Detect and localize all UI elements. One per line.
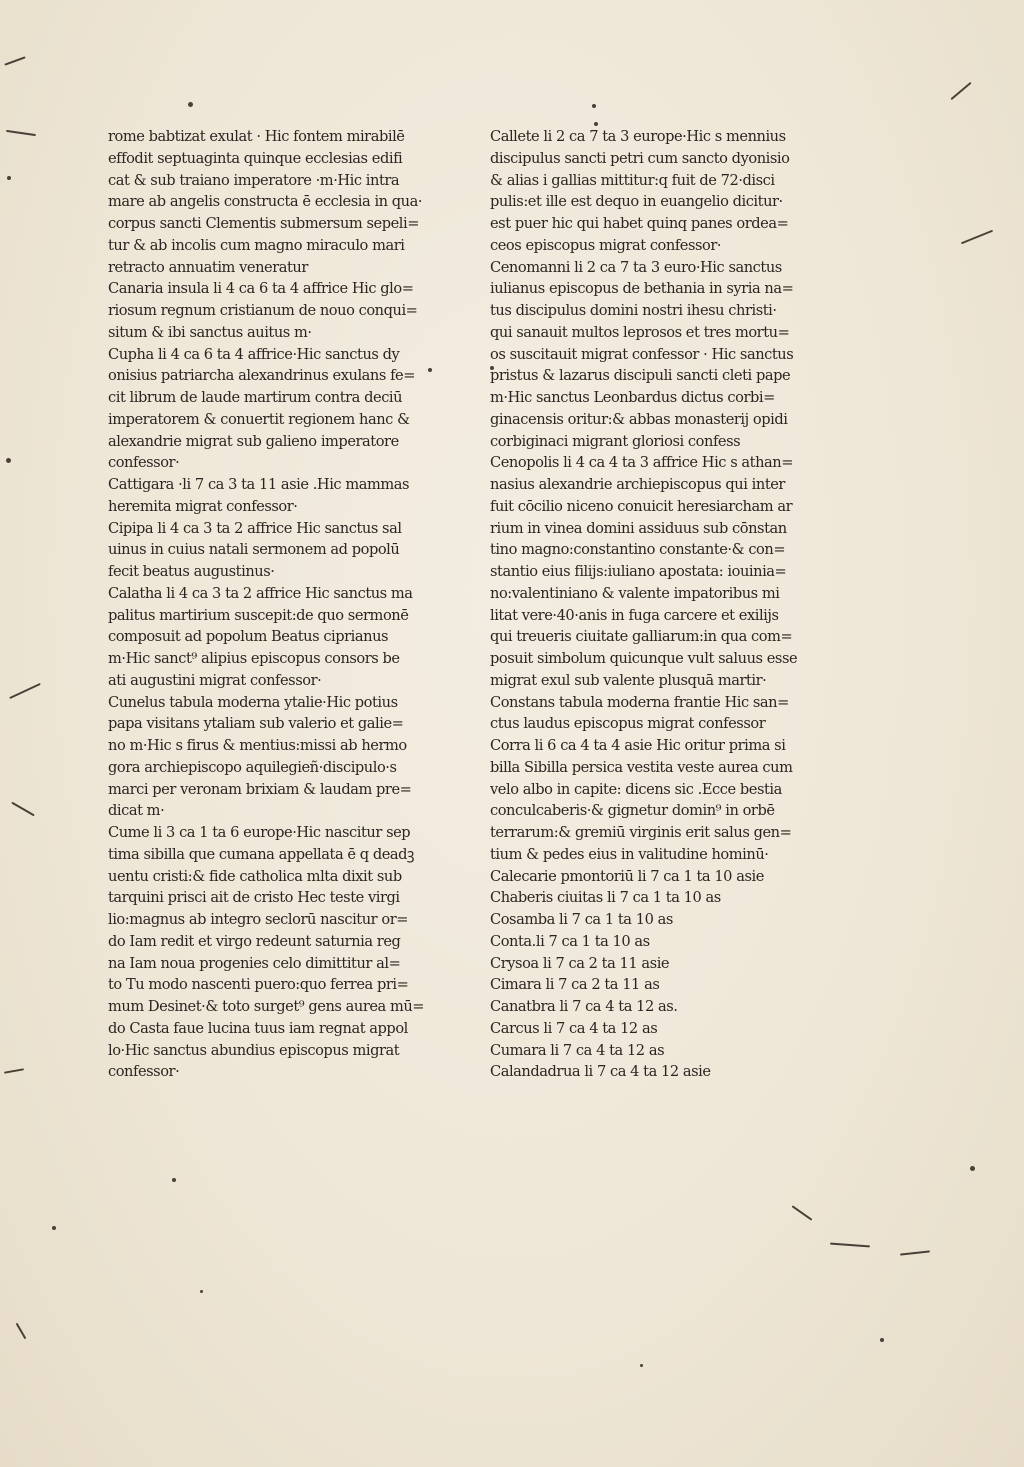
text-line: fecit beatus augustinus· bbox=[108, 563, 275, 580]
text-line: Canatbra li 7 ca 4 ta 12 as. bbox=[490, 998, 678, 1015]
text-line: terrarum:& gremiū virginis erit salus gen= bbox=[490, 824, 792, 841]
text-line: Cunelus tabula moderna ytalie·Hic potius bbox=[108, 693, 398, 711]
text-line: do Casta faue lucina tuus iam regnat appol bbox=[108, 1019, 408, 1037]
text-line: tur & ab incolis cum magno miraculo mari bbox=[108, 236, 405, 254]
text-line: mare ab angelis constructa ē ecclesia in qua· bbox=[108, 193, 423, 211]
right-text-column bbox=[490, 126, 830, 1083]
text-line: riosum regnum cristianum de nouo conqui= bbox=[108, 302, 418, 319]
text-line: qui treueris ciuitate galliarum:in qua com= bbox=[490, 628, 793, 646]
text-line: Cimara li 7 ca 2 ta 11 as bbox=[490, 976, 660, 994]
text-line: migrat exul sub valente plusquā martir· bbox=[490, 671, 767, 689]
text-line: papa visitans ytaliam sub valerio et galie= bbox=[108, 715, 404, 733]
text-line: cat & sub traiano imperatore ·m·Hic intra bbox=[108, 171, 400, 189]
text-line: gora archiepiscopo aquilegieñ·discipulo·s bbox=[108, 758, 397, 776]
text-line: Cupha li 4 ca 6 ta 4 affrice·Hic sanctus dy bbox=[108, 345, 400, 363]
text-line: m·Hic sanctus Leonbardus dictus corbi= bbox=[490, 389, 775, 406]
text-line: & alias i gallias mittitur:q fuit de 72·disci bbox=[490, 171, 775, 189]
text-line: tarquini prisci ait de cristo Hec teste virgi bbox=[108, 889, 400, 907]
text-line: Crysoa li 7 ca 2 ta 11 asie bbox=[490, 954, 670, 972]
text-line: Cumara li 7 ca 4 ta 12 as bbox=[490, 1041, 665, 1059]
text-line: qui sanauit multos leprosos et tres mortu= bbox=[490, 323, 790, 341]
text-line: m·Hic sanct⁹ alipius episcopus consors be bbox=[108, 650, 400, 667]
text-line: conculcaberis·& gignetur domin⁹ in orbē bbox=[490, 802, 775, 820]
text-line: alexandrie migrat sub galieno imperatore bbox=[108, 432, 399, 450]
text-line: billa Sibilla persica vestita veste aurea cum bbox=[490, 758, 793, 776]
text-line: no:valentiniano & valente impatoribus mi bbox=[490, 584, 780, 602]
text-line: Calecarie pmontoriū li 7 ca 1 ta 10 asie bbox=[490, 867, 764, 885]
text-line: ginacensis oritur:& abbas monasterij opidi bbox=[490, 410, 788, 428]
text-line: corpus sancti Clementis submersum sepeli= bbox=[108, 215, 420, 232]
text-line: Conta.li 7 ca 1 ta 10 as bbox=[490, 932, 650, 950]
text-line: do Iam redit et virgo redeunt saturnia reg bbox=[108, 932, 401, 950]
text-line: dicat m· bbox=[108, 802, 165, 820]
text-line: uentu cristi:& fide catholica mlta dixit sub bbox=[108, 867, 402, 885]
text-line: Carcus li 7 ca 4 ta 12 as bbox=[490, 1019, 658, 1037]
text-line: rome babtizat exulat · Hic fontem mirabilē bbox=[108, 128, 405, 145]
text-line: cit librum de laude martirum contra deciū bbox=[108, 389, 403, 406]
text-line: Cipipa li 4 ca 3 ta 2 affrice Hic sanctus sal bbox=[108, 519, 402, 537]
text-line: Cosamba li 7 ca 1 ta 10 as bbox=[490, 911, 673, 928]
text-line: fuit cōcilio niceno conuicit heresiarcham ar bbox=[490, 497, 793, 515]
text-line: Cenomanni li 2 ca 7 ta 3 euro·Hic sanctus bbox=[490, 258, 782, 276]
text-line: Cenopolis li 4 ca 4 ta 3 affrice Hic s athan= bbox=[490, 454, 794, 472]
text-line: mum Desinet·& toto surget⁹ gens aurea mū= bbox=[108, 998, 425, 1015]
text-line: confessor· bbox=[108, 454, 180, 472]
text-line: pristus & lazarus discipuli sancti cleti pape bbox=[490, 367, 791, 385]
text-line: nasius alexandrie archiepiscopus qui inter bbox=[490, 476, 785, 493]
text-line: discipulus sancti petri cum sancto dyonisio bbox=[490, 149, 790, 167]
text-line: lio:magnus ab integro seclorū nascitur or= bbox=[108, 911, 409, 928]
text-line: heremita migrat confessor· bbox=[108, 497, 298, 515]
left-text-column bbox=[108, 126, 468, 1083]
text-line: tus discipulus domini nostri ihesu christi· bbox=[490, 302, 777, 319]
text-line: marci per veronam brixiam & laudam pre= bbox=[108, 780, 412, 798]
text-line: Cattigara ·li 7 ca 3 ta 11 asie .Hic mammas bbox=[108, 476, 410, 493]
text-line: onisius patriarcha alexandrinus exulans fe= bbox=[108, 367, 415, 385]
text-line: Calatha li 4 ca 3 ta 2 affrice Hic sanctus ma bbox=[108, 584, 413, 602]
text-line: effodit septuaginta quinque ecclesias edifi bbox=[108, 149, 403, 167]
text-line: ati augustini migrat confessor· bbox=[108, 671, 322, 689]
text-line: Callete li 2 ca 7 ta 3 europe·Hic s mennius bbox=[490, 128, 786, 145]
text-line: palitus martirium suscepit:de quo sermonē bbox=[108, 606, 409, 624]
text-line: Corra li 6 ca 4 ta 4 asie Hic oritur prima si bbox=[490, 737, 786, 754]
text-line: situm & ibi sanctus auitus m· bbox=[108, 323, 312, 341]
text-line: os suscitauit migrat confessor · Hic sanctus bbox=[490, 345, 794, 363]
text-line: corbiginaci migrant gloriosi confess bbox=[490, 432, 741, 450]
text-line: retracto annuatim veneratur bbox=[108, 258, 308, 276]
text-line: ceos episcopus migrat confessor· bbox=[490, 236, 722, 254]
text-line: na Iam noua progenies celo dimittitur al= bbox=[108, 954, 401, 972]
text-line: tium & pedes eius in valitudine hominū· bbox=[490, 845, 769, 863]
text-line: Calandadrua li 7 ca 4 ta 12 asie bbox=[490, 1063, 711, 1081]
text-line: lo·Hic sanctus abundius episcopus migrat bbox=[108, 1041, 400, 1059]
text-line: ctus laudus episcopus migrat confessor bbox=[490, 715, 766, 733]
text-line: velo albo in capite: dicens sic .Ecce bestia bbox=[490, 780, 782, 798]
text-line: to Tu modo nascenti puero:quo ferrea pri= bbox=[108, 976, 409, 994]
text-line: Constans tabula moderna frantie Hic san= bbox=[490, 693, 789, 711]
text-line: posuit simbolum quicunque vult saluus esse bbox=[490, 650, 798, 667]
text-line: tino magno:constantino constante·& con= bbox=[490, 541, 786, 559]
text-line: no m·Hic s firus & mentius:missi ab hermo bbox=[108, 737, 407, 754]
text-line: Canaria insula li 4 ca 6 ta 4 affrice Hic glo= bbox=[108, 280, 414, 298]
text-line: composuit ad popolum Beatus ciprianus bbox=[108, 628, 389, 646]
text-line: confessor· bbox=[108, 1063, 180, 1081]
text-line: tima sibilla que cumana appellata ē q deadꝫ bbox=[108, 845, 415, 863]
text-line: imperatorem & conuertit regionem hanc & bbox=[108, 410, 410, 428]
text-line: Chaberis ciuitas li 7 ca 1 ta 10 as bbox=[490, 889, 721, 907]
text-line: stantio eius filijs:iuliano apostata: iouinia= bbox=[490, 563, 787, 580]
text-line: est puer hic qui habet quinq panes ordea= bbox=[490, 215, 789, 232]
text-line: pulis:et ille est dequo in euangelio dicitur· bbox=[490, 193, 783, 211]
text-line: Cume li 3 ca 1 ta 6 europe·Hic nascitur sep bbox=[108, 824, 411, 841]
text-line: uinus in cuius natali sermonem ad popolū bbox=[108, 541, 400, 559]
text-line: iulianus episcopus de bethania in syria na= bbox=[490, 280, 794, 298]
text-line: rium in vinea domini assiduus sub cōnstan bbox=[490, 519, 787, 537]
text-line: litat vere·40·anis in fuga carcere et exilijs bbox=[490, 606, 779, 624]
